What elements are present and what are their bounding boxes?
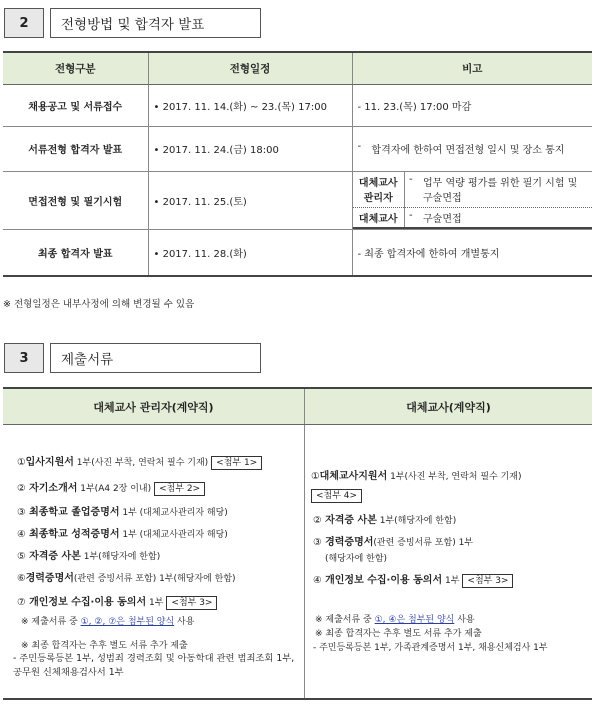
attached-forms-link: ①, ②, ⑦은 첨부된 양식 — [80, 617, 175, 627]
list-item-continuation: (해당자에 한함) — [325, 554, 388, 564]
attachment-tag: <첨부 2> — [154, 482, 205, 496]
table-row — [3, 230, 592, 276]
section-title: 전형방법 및 합격자 발표 — [50, 8, 261, 38]
list-item: ①입사지원서 1부(사진 부착, 연락처 필수 기재) <첨부 1> — [17, 453, 262, 470]
remark-cell: - 11. 23.(목) 17:00 마감 — [352, 84, 592, 126]
final-docs-note: ※ 최종 합격자는 추후 별도 서류 추가 제출 — [315, 629, 482, 639]
final-docs-list: - 주민등록등본 1부, 성범죄 경력조회 및 아동학대 관련 범죄조회 1부, 공무원 신체채용검사서 1부 — [13, 653, 295, 678]
table-row — [3, 171, 592, 230]
sub-text: 구술면접 — [423, 214, 462, 225]
schedule-footnote: ※ 전형일정은 내부사정에 의해 변경될 수 있음 — [3, 299, 195, 310]
column-header-manager: 대체교사 관리자(계약직) — [3, 389, 305, 424]
sub-text: 업무 역량 평가를 위한 필기 시험 및 구술면접 — [423, 178, 578, 205]
column-header: 전형일정 — [148, 52, 352, 84]
section-title: 제출서류 — [50, 343, 261, 373]
list-item: ③ 최종학교 졸업증명서 1부 (대체교사관리자 해당) — [17, 507, 228, 518]
screening-table — [3, 51, 592, 277]
attached-forms-link: ①, ④은 첨부된 양식 — [374, 615, 455, 625]
remark-text: 합격자에 한하여 면접전형 일시 및 장소 통지 — [371, 145, 565, 156]
sub-text-cell: - 구술면접 — [405, 208, 593, 229]
column-header: 비고 — [352, 52, 592, 84]
list-item — [311, 489, 362, 503]
form-usage-note: ※ 제출서류 중 ①, ②, ⑦은 첨부된 양식 사용 — [21, 617, 195, 627]
schedule-cell: • 2017. 11. 28.(화) — [148, 230, 352, 276]
stage-cell: 면접전형 및 필기시험 — [3, 171, 148, 230]
remark-cell: - 합격자에 한하여 면접전형 일시 및 장소 통지 — [352, 126, 592, 171]
attachment-tag: <첨부 3> — [462, 574, 513, 588]
attachment-tag: <첨부 1> — [211, 456, 262, 470]
manager-documents — [3, 425, 305, 698]
stage-cell: 서류전형 합격자 발표 — [3, 126, 148, 171]
attachment-tag: <첨부 3> — [166, 596, 217, 610]
list-item: ①대체교사지원서 1부(사진 부착, 연락처 필수 기재) — [311, 471, 522, 482]
section-number: 3 — [4, 343, 44, 373]
list-item: ⑤ 자격증 사본 1부(해당자에 한함) — [17, 551, 161, 562]
section-header-screening — [4, 8, 261, 38]
remark-cell: - 최종 합격자에 한하여 개별통지 — [352, 230, 592, 276]
schedule-cell: • 2017. 11. 24.(금) 18:00 — [148, 126, 352, 171]
table-row — [3, 84, 592, 126]
list-item: ④ 개인정보 수집·이용 동의서 1부 <첨부 3> — [313, 571, 513, 588]
attachment-tag: <첨부 4> — [311, 489, 362, 503]
interview-subtable — [353, 172, 593, 230]
list-item: ② 자기소개서 1부(A4 2장 이내) <첨부 2> — [17, 479, 205, 496]
sub-text-cell: - 업무 역량 평가를 위한 필기 시험 및 구술면접 — [405, 172, 593, 208]
list-item: ③ 경력증명서(관련 증빙서류 포함) 1부 — [313, 537, 473, 548]
schedule-cell: • 2017. 11. 14.(화) ~ 23.(목) 17:00 — [148, 84, 352, 126]
sub-label: 대체교사 — [353, 208, 405, 229]
form-usage-note: ※ 제출서류 중 ①, ④은 첨부된 양식 사용 — [315, 615, 475, 625]
column-header: 전형구분 — [3, 52, 148, 84]
teacher-documents — [305, 425, 592, 698]
documents-header-row — [3, 389, 592, 425]
table-row — [3, 126, 592, 171]
list-item: ② 자격증 사본 1부(해당자에 한함) — [313, 515, 457, 526]
stage-cell: 최종 합격자 발표 — [3, 230, 148, 276]
list-item: ⑥경력증명서(관련 증빙서류 포함) 1부(해당자에 한함) — [17, 573, 236, 584]
table-header-row — [3, 52, 592, 84]
section-header-documents — [4, 343, 261, 373]
stage-cell: 채용공고 및 서류접수 — [3, 84, 148, 126]
sub-label: 대체교사 관리자 — [353, 172, 405, 208]
list-item: ④ 최종학교 성적증명서 1부 (대체교사관리자 해당) — [17, 529, 228, 540]
schedule-cell: • 2017. 11. 25.(토) — [148, 171, 352, 230]
list-item: ⑦ 개인정보 수집·이용 동의서 1부 <첨부 3> — [17, 593, 217, 610]
remark-cell — [352, 171, 592, 230]
documents-table — [3, 387, 592, 700]
final-docs-note: ※ 최종 합격자는 추후 별도 서류 추가 제출 — [21, 641, 188, 651]
section-number: 2 — [4, 8, 44, 38]
final-docs-list: - 주민등록등본 1부, 가족관계증명서 1부, 채용신체검사 1부 — [313, 643, 548, 653]
column-header-teacher: 대체교사(계약직) — [406, 400, 491, 414]
